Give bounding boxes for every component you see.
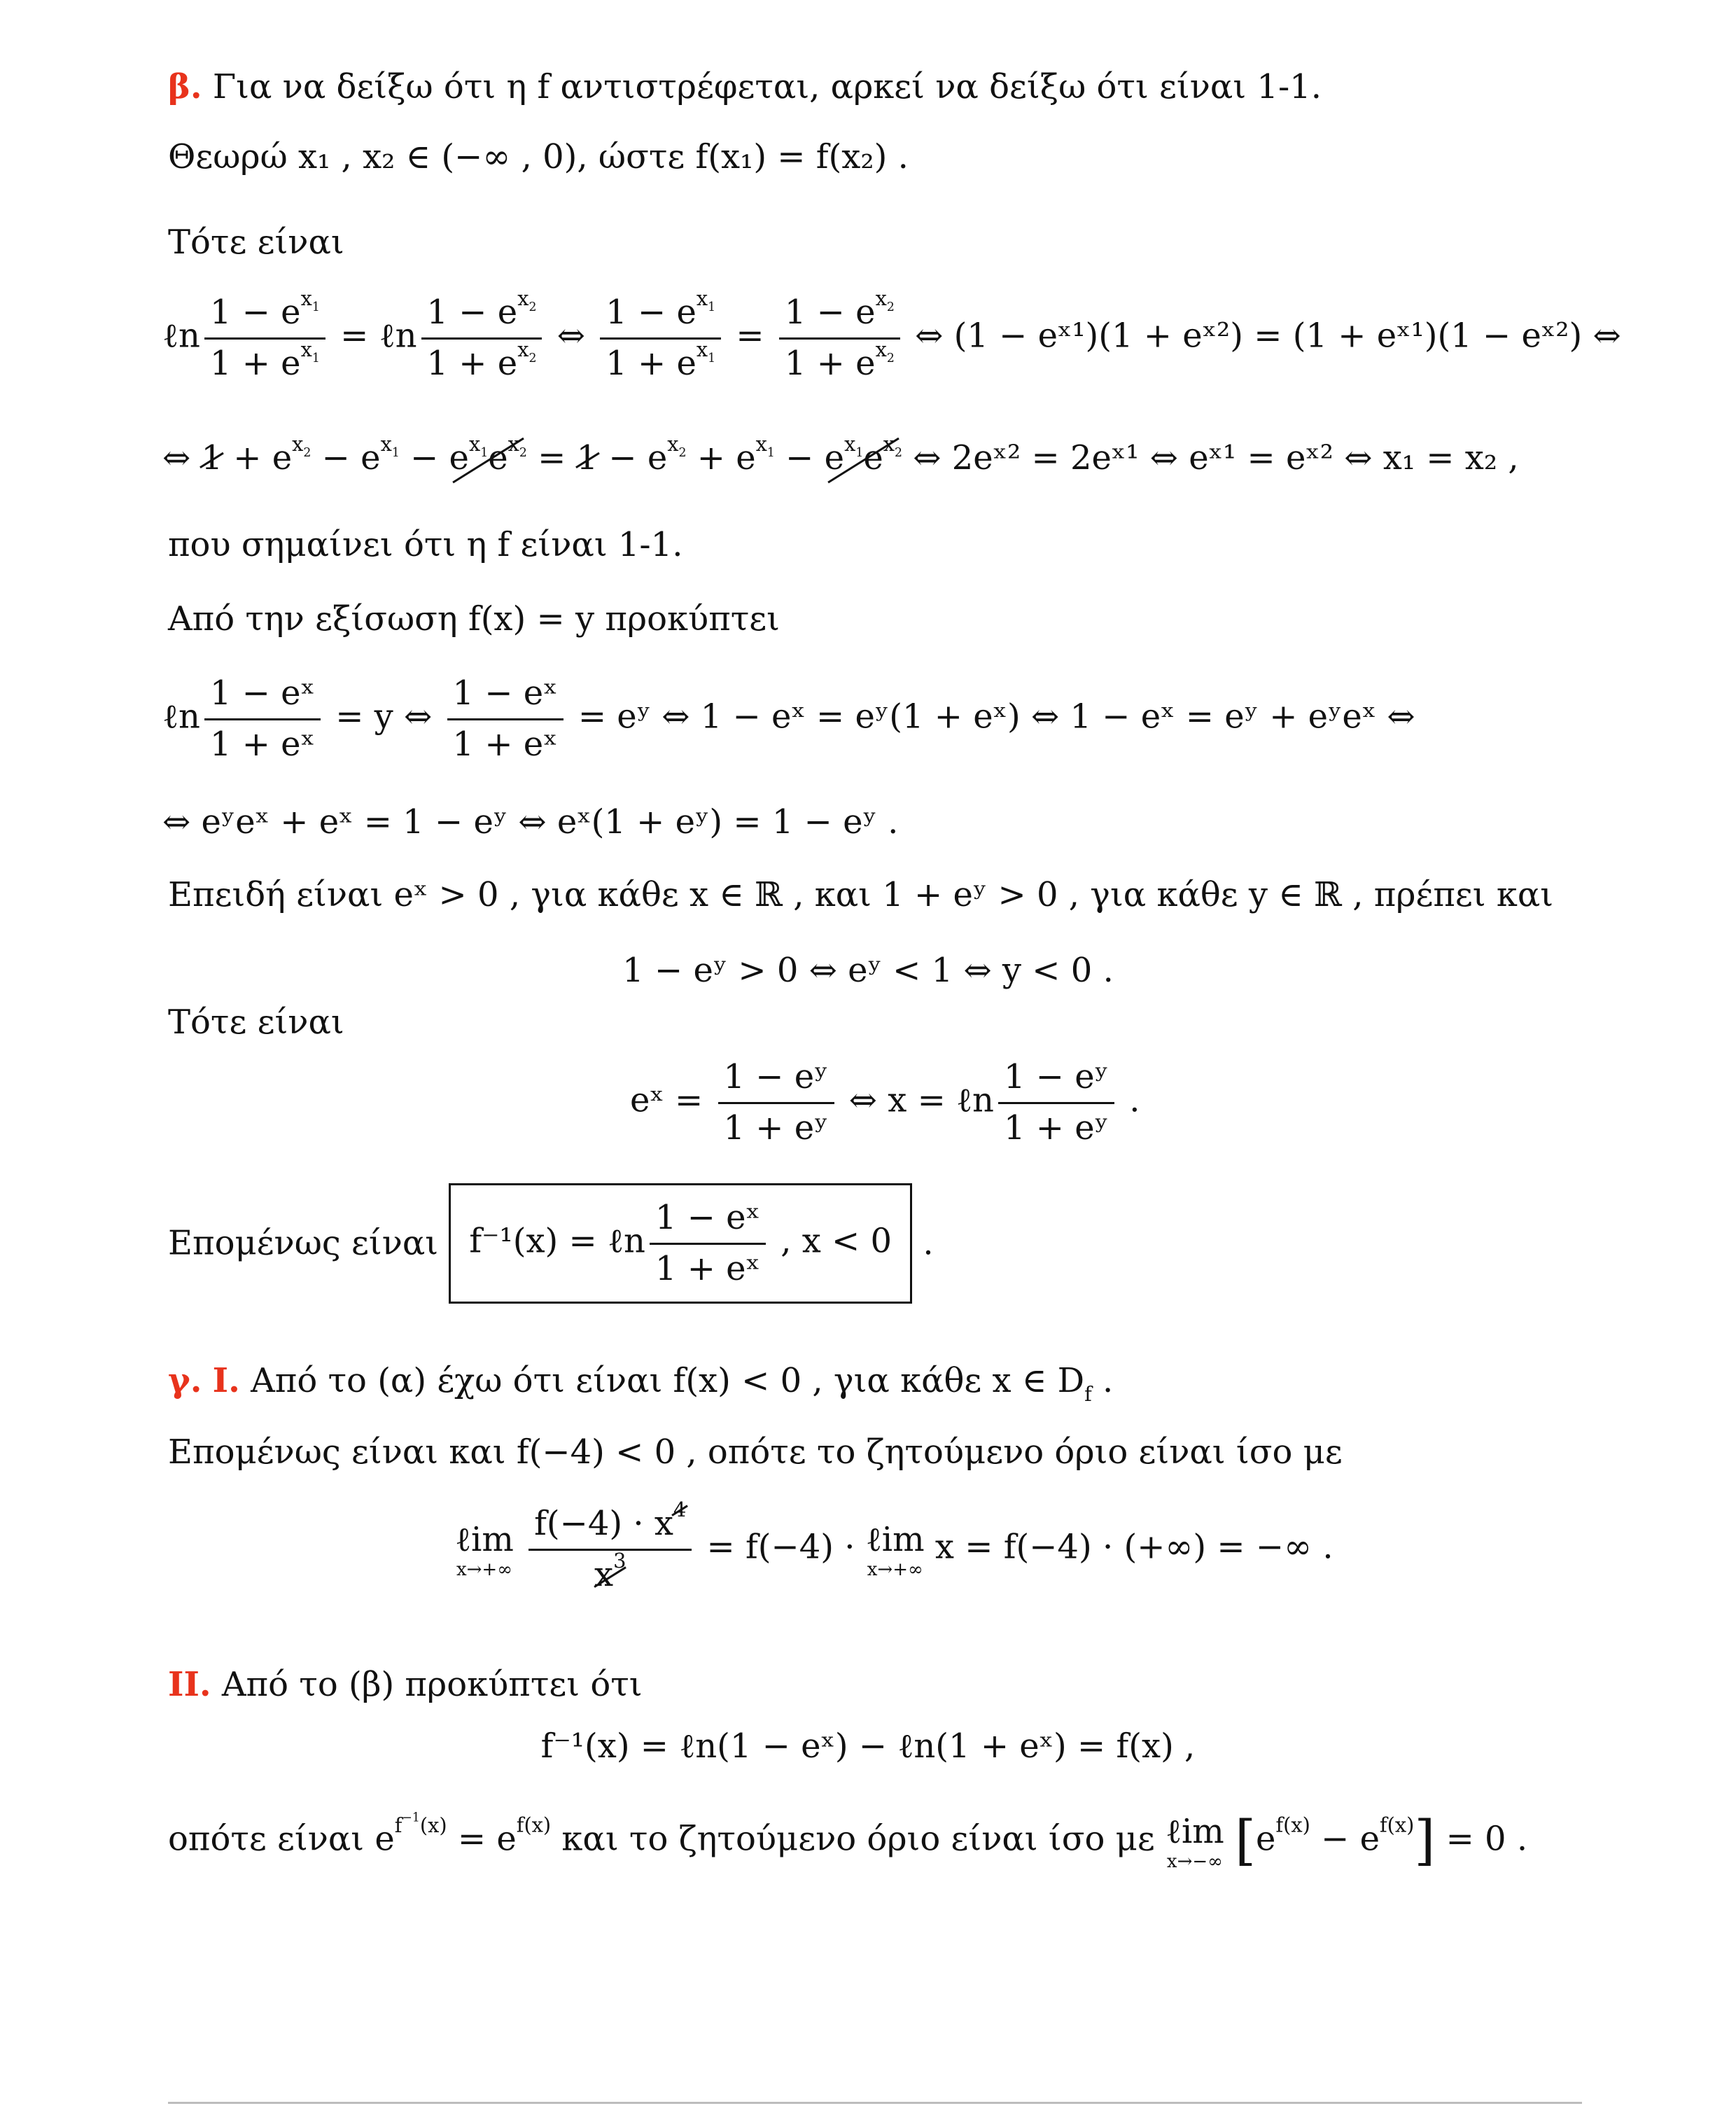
limit-line: ℓim x→+∞ $\frac{f(-4) \cdot x^4}{x^3}$ = f(−4) · ℓim x→+∞ x = f(−4) · (+∞) = −∞ .: [455, 1498, 1334, 1594]
equation-line-2: ⇔ $1 + e^{x_2} - e^{x_1} - e^{x_1}e^{x_2} = 1 - e^{x_2} + e^{x_1} - e^{x_1}e^{x_2}$ ⇔ 2eˣ² = 2eˣ¹ ⇔ eˣ¹ = eˣ² ⇔ x₁ = x₂ ,: [162, 432, 1519, 477]
part1-label: I.: [212, 1361, 240, 1400]
condition-line: 1 − eʸ > 0 ⇔ eʸ < 1 ⇔ y < 0 .: [622, 951, 1114, 990]
gamma-label: γ.: [168, 1361, 202, 1400]
boxed-inverse-formula: f⁻¹(x) = ℓn $\frac{\text{1 − eˣ}}{\text{1 + eˣ}}$ , x < 0: [449, 1183, 912, 1304]
limit-operator: ℓim x→−∞: [1165, 1812, 1224, 1872]
fraction: $\frac{\text{1 − eʸ}}{\text{1 + eʸ}}$: [718, 1057, 834, 1148]
equation-line-3: ℓn $\frac{\text{1 − eˣ}}{\text{1 + eˣ}}$ = y ⇔ $\frac{\text{1 − eˣ}}{\text{1 + eˣ}}$ = eʸ ⇔ 1 − eˣ = eʸ(1 + eˣ) ⇔ 1 − eˣ = eʸ + eʸeˣ ⇔: [162, 674, 1415, 764]
inverse-result-line: Επομένως είναι f⁻¹(x) = ℓn $\frac{\text{1 − eˣ}}{\text{1 + eˣ}}$ , x < 0 .: [168, 1183, 934, 1304]
final-line: οπότε είναι $e^{f^{-1}(x)} = e^{f(x)}$ και το ζητούμενο όριο είναι ίσο με ℓim x→−∞ $[e^{f(x)} - e^{f(x)}] = 0$ .: [168, 1810, 1528, 1872]
part2-equation: f⁻¹(x) = ℓn(1 − eˣ) − ℓn(1 + eˣ) = f(x) ,: [540, 1727, 1196, 1766]
ln-symbol: ℓn: [162, 316, 200, 356]
fraction: $\frac{1 - e^{x_1}}{1 + e^{x_1}}$: [204, 293, 326, 384]
cancelled-term: $e^{x_1}e^{x_2}$: [824, 432, 902, 477]
beta-intro-text: Για να δείξω ότι η f αντιστρέφεται, αρκεί να δείξω ότι είναι 1-1.: [212, 67, 1322, 106]
fx1-eq-fx2: f(x₁) = f(x₂) .: [695, 137, 909, 176]
fraction: $\frac{1 - e^{x_2}}{1 + e^{x_2}}$: [421, 293, 542, 384]
limit-operator: ℓim x→+∞: [455, 1520, 514, 1580]
footer-divider: [168, 2102, 1582, 2104]
then-text-1: Τότε είναι: [168, 223, 344, 262]
since-text: Επειδή είναι eˣ > 0 , για κάθε x ∈ ℝ , και 1 + eʸ > 0 , για κάθε y ∈ ℝ , πρέπει και: [168, 875, 1554, 914]
fraction: $\frac{\text{1 − eʸ}}{\text{1 + eʸ}}$: [998, 1057, 1114, 1148]
part2-text: Από το (β) προκύπτει ότι: [221, 1665, 643, 1704]
fraction: $\frac{\text{1 − eˣ}}{\text{1 + eˣ}}$: [204, 674, 321, 765]
equation-line-3-tail: = eʸ ⇔ 1 − eˣ = eʸ(1 + eˣ) ⇔ 1 − eˣ = eʸ + eʸeˣ ⇔: [578, 697, 1415, 737]
consider-math: x₁ , x₂ ∈ (−∞ , 0): [298, 137, 578, 176]
equation-line-2-tail: 2eˣ² = 2eˣ¹ ⇔ eˣ¹ = eˣ² ⇔ x₁ = x₂ ,: [951, 438, 1519, 477]
gamma-therefore-text: Επομένως είναι και f(−4) < 0 , οπότε το ζητούμενο όριο είναι ίσο με: [168, 1432, 1343, 1472]
fraction: $\frac{1 - e^{x_2}}{1 + e^{x_2}}$: [779, 293, 900, 384]
cancelled-term: 1: [576, 438, 598, 477]
product-expression: (1 − eˣ¹)(1 + eˣ²) = (1 + eˣ¹)(1 − eˣ²): [953, 316, 1583, 356]
consider-line: [168, 137, 909, 178]
then-text-2: Τότε είναι: [168, 1003, 344, 1042]
fraction: $\frac{1 - e^{x_1}}{1 + e^{x_1}}$: [600, 293, 721, 384]
gamma-part1-line: γ. I. Από το (α) έχω ότι είναι f(x) < 0 , για κάθε x ∈ $D_f$ .: [168, 1361, 1114, 1406]
consider-text: Θεωρώ: [168, 137, 288, 176]
beta-intro-line: [168, 67, 1322, 108]
fraction: $\frac{\text{1 − eˣ}}{\text{1 + eˣ}}$: [447, 674, 564, 765]
beta-label: β.: [168, 67, 202, 106]
solve-x-line: eˣ = $\frac{\text{1 − eʸ}}{\text{1 + eʸ}}$ ⇔ x = ℓn $\frac{\text{1 − eʸ}}{\text{1 + eʸ}}$ .: [630, 1057, 1140, 1148]
fraction: $\frac{\text{1 − eˣ}}{\text{1 + eˣ}}$: [650, 1198, 766, 1289]
such-that-text: , ώστε: [577, 137, 685, 176]
cancelled-term: $e^{x_1}e^{x_2}$: [449, 432, 527, 477]
cancelled-term: 1: [201, 438, 223, 477]
equation-line-4: ⇔ eʸeˣ + eˣ = 1 − eʸ ⇔ eˣ(1 + eʸ) = 1 − eʸ .: [162, 802, 899, 842]
part1-text: Από το (α) έχω ότι είναι f(x) < 0 , για κάθε x ∈ D: [251, 1361, 1085, 1400]
from-equation-line: Από την εξίσωση f(x) = y προκύπτει: [168, 599, 780, 639]
equation-line-1: ℓn $\frac{1 - e^{x_1}}{1 + e^{x_1}}$ = ℓn $\frac{1 - e^{x_2}}{1 + e^{x_2}}$ ⇔ $\frac{1 - e^{x_1}}{1 + e^{x_1}}$ = $\frac{1 - e^{x_2}}{1 + e^{x_2}}$ ⇔ (1 − eˣ¹)(1 + eˣ²) = (1 + eˣ¹)(1 − eˣ²) ⇔: [162, 286, 1621, 383]
gamma-part2-line: [168, 1665, 643, 1706]
limit-operator: ℓim x→+∞: [865, 1520, 925, 1580]
fx-eq-y: f(x) = y: [468, 599, 595, 639]
means-text: που σημαίνει ότι η f είναι 1-1.: [168, 525, 683, 564]
fraction: $\frac{f(-4) \cdot x^4}{x^3}$: [528, 1504, 692, 1595]
part2-label: II.: [168, 1665, 211, 1704]
